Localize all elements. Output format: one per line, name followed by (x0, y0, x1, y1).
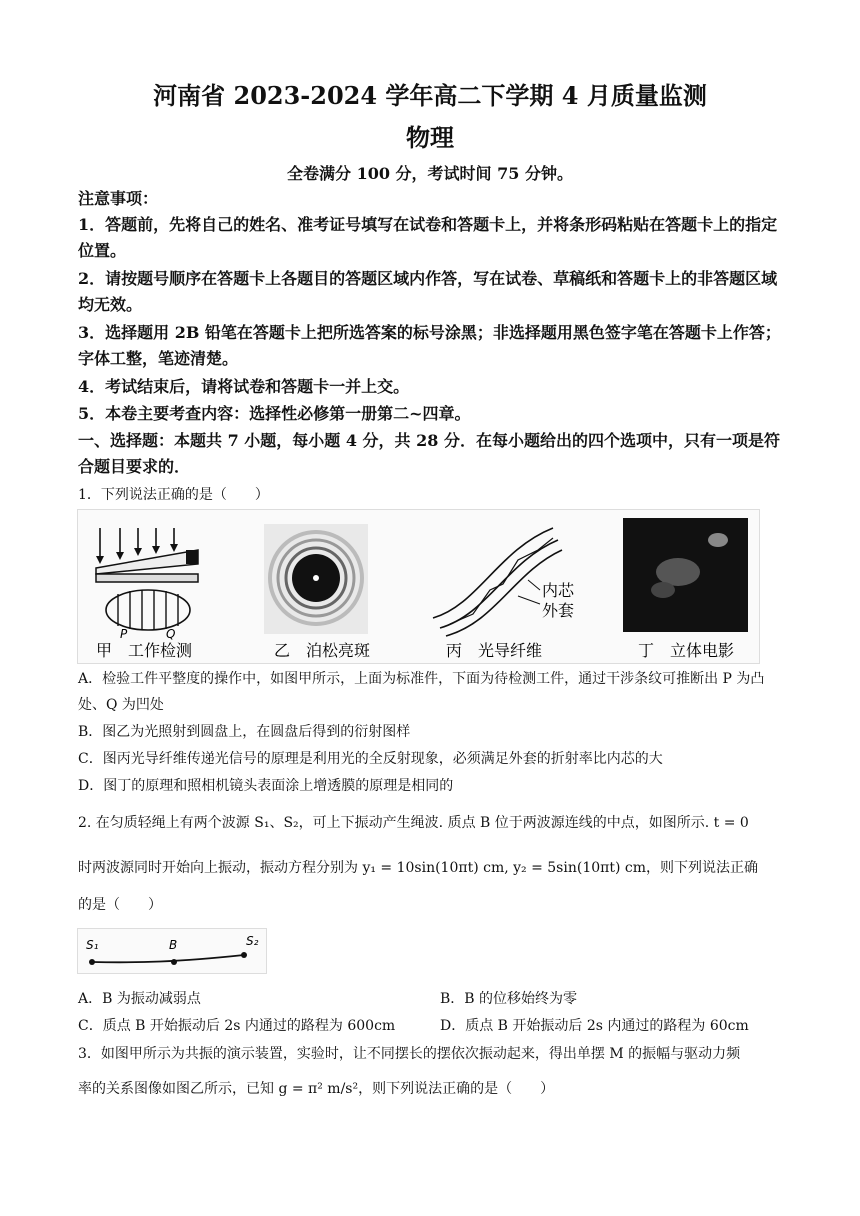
caption-yi: 乙 泊松亮斑 (274, 641, 371, 660)
label-cladding: 外套 (542, 601, 575, 620)
score-time-note: 全卷满分 100 分，考试时间 75 分钟。 (287, 164, 573, 183)
q3-line-2: 率的关系图像如图乙所示，已知 g = π² m/s²，则下列说法正确的是（ ） (78, 1081, 555, 1097)
label-q: Q (166, 627, 176, 641)
q2-option-c: C．质点 B 开始振动后 2s 内通过的路程为 600cm (78, 1018, 396, 1034)
q2-figure (77, 928, 267, 974)
q1-figures-svg (78, 510, 759, 663)
notice-item-4: 4．考试结束后，请将试卷和答题卡一并上交。 (78, 377, 410, 396)
q2-option-a: A．B 为振动减弱点 (78, 991, 201, 1007)
label-b: B (169, 938, 178, 952)
q1-option-c: C．图丙光导纤维传递光信号的原理是利用光的全反射现象，必须满足外套的折射率比内芯的大 (78, 751, 663, 767)
label-core: 内芯 (542, 581, 575, 600)
q1-figure-strip (77, 509, 760, 664)
page-title: 河南省 2023-2024 学年高二下学期 4 月质量监测 (153, 81, 707, 110)
notice-item-5: 5．本卷主要考查内容：选择性必修第一册第二~四章。 (78, 404, 471, 423)
figure-bing-optical-fiber (433, 528, 575, 660)
caption-bing: 丙 光导纤维 (446, 641, 543, 660)
q2-option-b: B．B 的位移始终为零 (440, 991, 578, 1007)
figure-yi-poisson-spot (264, 524, 370, 660)
q1-option-a: A．检验工件平整度的操作中，如图甲所示，上面为标准件，下面为待检测工件，通过干涉条纹可推断出 P 为凸处、Q 为凹处 (78, 671, 765, 713)
subject-title: 物理 (406, 123, 454, 152)
label-s2: S₂ (246, 934, 259, 948)
label-s1: S₁ (86, 938, 99, 952)
figure-jia-workpiece (96, 528, 198, 660)
q1-stem: 1．下列说法正确的是（ ） (78, 487, 269, 503)
q2-line-3: 的是（ ） (78, 897, 162, 913)
notice-item-2: 2．请按题号顺序在答题卡上各题目的答题区域内作答，写在试卷、草稿纸和答题卡上的非答题区域均无效。 (78, 269, 778, 314)
notice-heading: 注意事项： (78, 189, 159, 208)
notice-item-1: 1．答题前，先将自己的姓名、准考证号填写在试卷和答题卡上，并将条形码粘贴在答题卡上的指定位置。 (78, 215, 778, 260)
q1-option-b: B．图乙为光照射到圆盘上，在圆盘后得到的衍射图样 (78, 724, 411, 740)
q2-figure-svg (78, 929, 266, 973)
q1-option-d: D．图丁的原理和照相机镜头表面涂上增透膜的原理是相同的 (78, 778, 454, 794)
point-b-dot (171, 959, 177, 965)
caption-jia: 甲 工作检测 (96, 641, 193, 660)
source-s2-dot (241, 952, 247, 958)
label-p: P (120, 627, 128, 641)
section-one-heading: 一、选择题：本题共 7 小题，每小题 4 分，共 28 分．在每小题给出的四个选项中，只有一项是符合题目要求的． (78, 431, 780, 476)
caption-ding: 丁 立体电影 (638, 641, 735, 660)
source-s1-dot (89, 959, 95, 965)
q2-line-1: 2. 在匀质轻绳上有两个波源 S₁、S₂，可上下振动产生绳波. 质点 B 位于两波源连线的中点，如图所示. t = 0 (78, 815, 749, 831)
q3-line-1: 3．如图甲所示为共振的演示装置，实验时，让不同摆长的摆依次振动起来，得出单摆 M 的振幅与驱动力频 (78, 1046, 741, 1062)
figure-ding-3d-movie (623, 518, 748, 660)
q2-option-d: D．质点 B 开始振动后 2s 内通过的路程为 60cm (440, 1018, 749, 1034)
q2-line-2: 时两波源同时开始向上振动，振动方程分别为 y₁ = 10sin(10πt) cm, y₂ = 5sin(10πt) cm，则下列说法正确 (78, 860, 758, 876)
notice-item-3: 3．选择题用 2B 铅笔在答题卡上把所选答案的标号涂黑；非选择题用黑色签字笔在答题卡上作答；字体工整，笔迹清楚。 (78, 323, 781, 368)
